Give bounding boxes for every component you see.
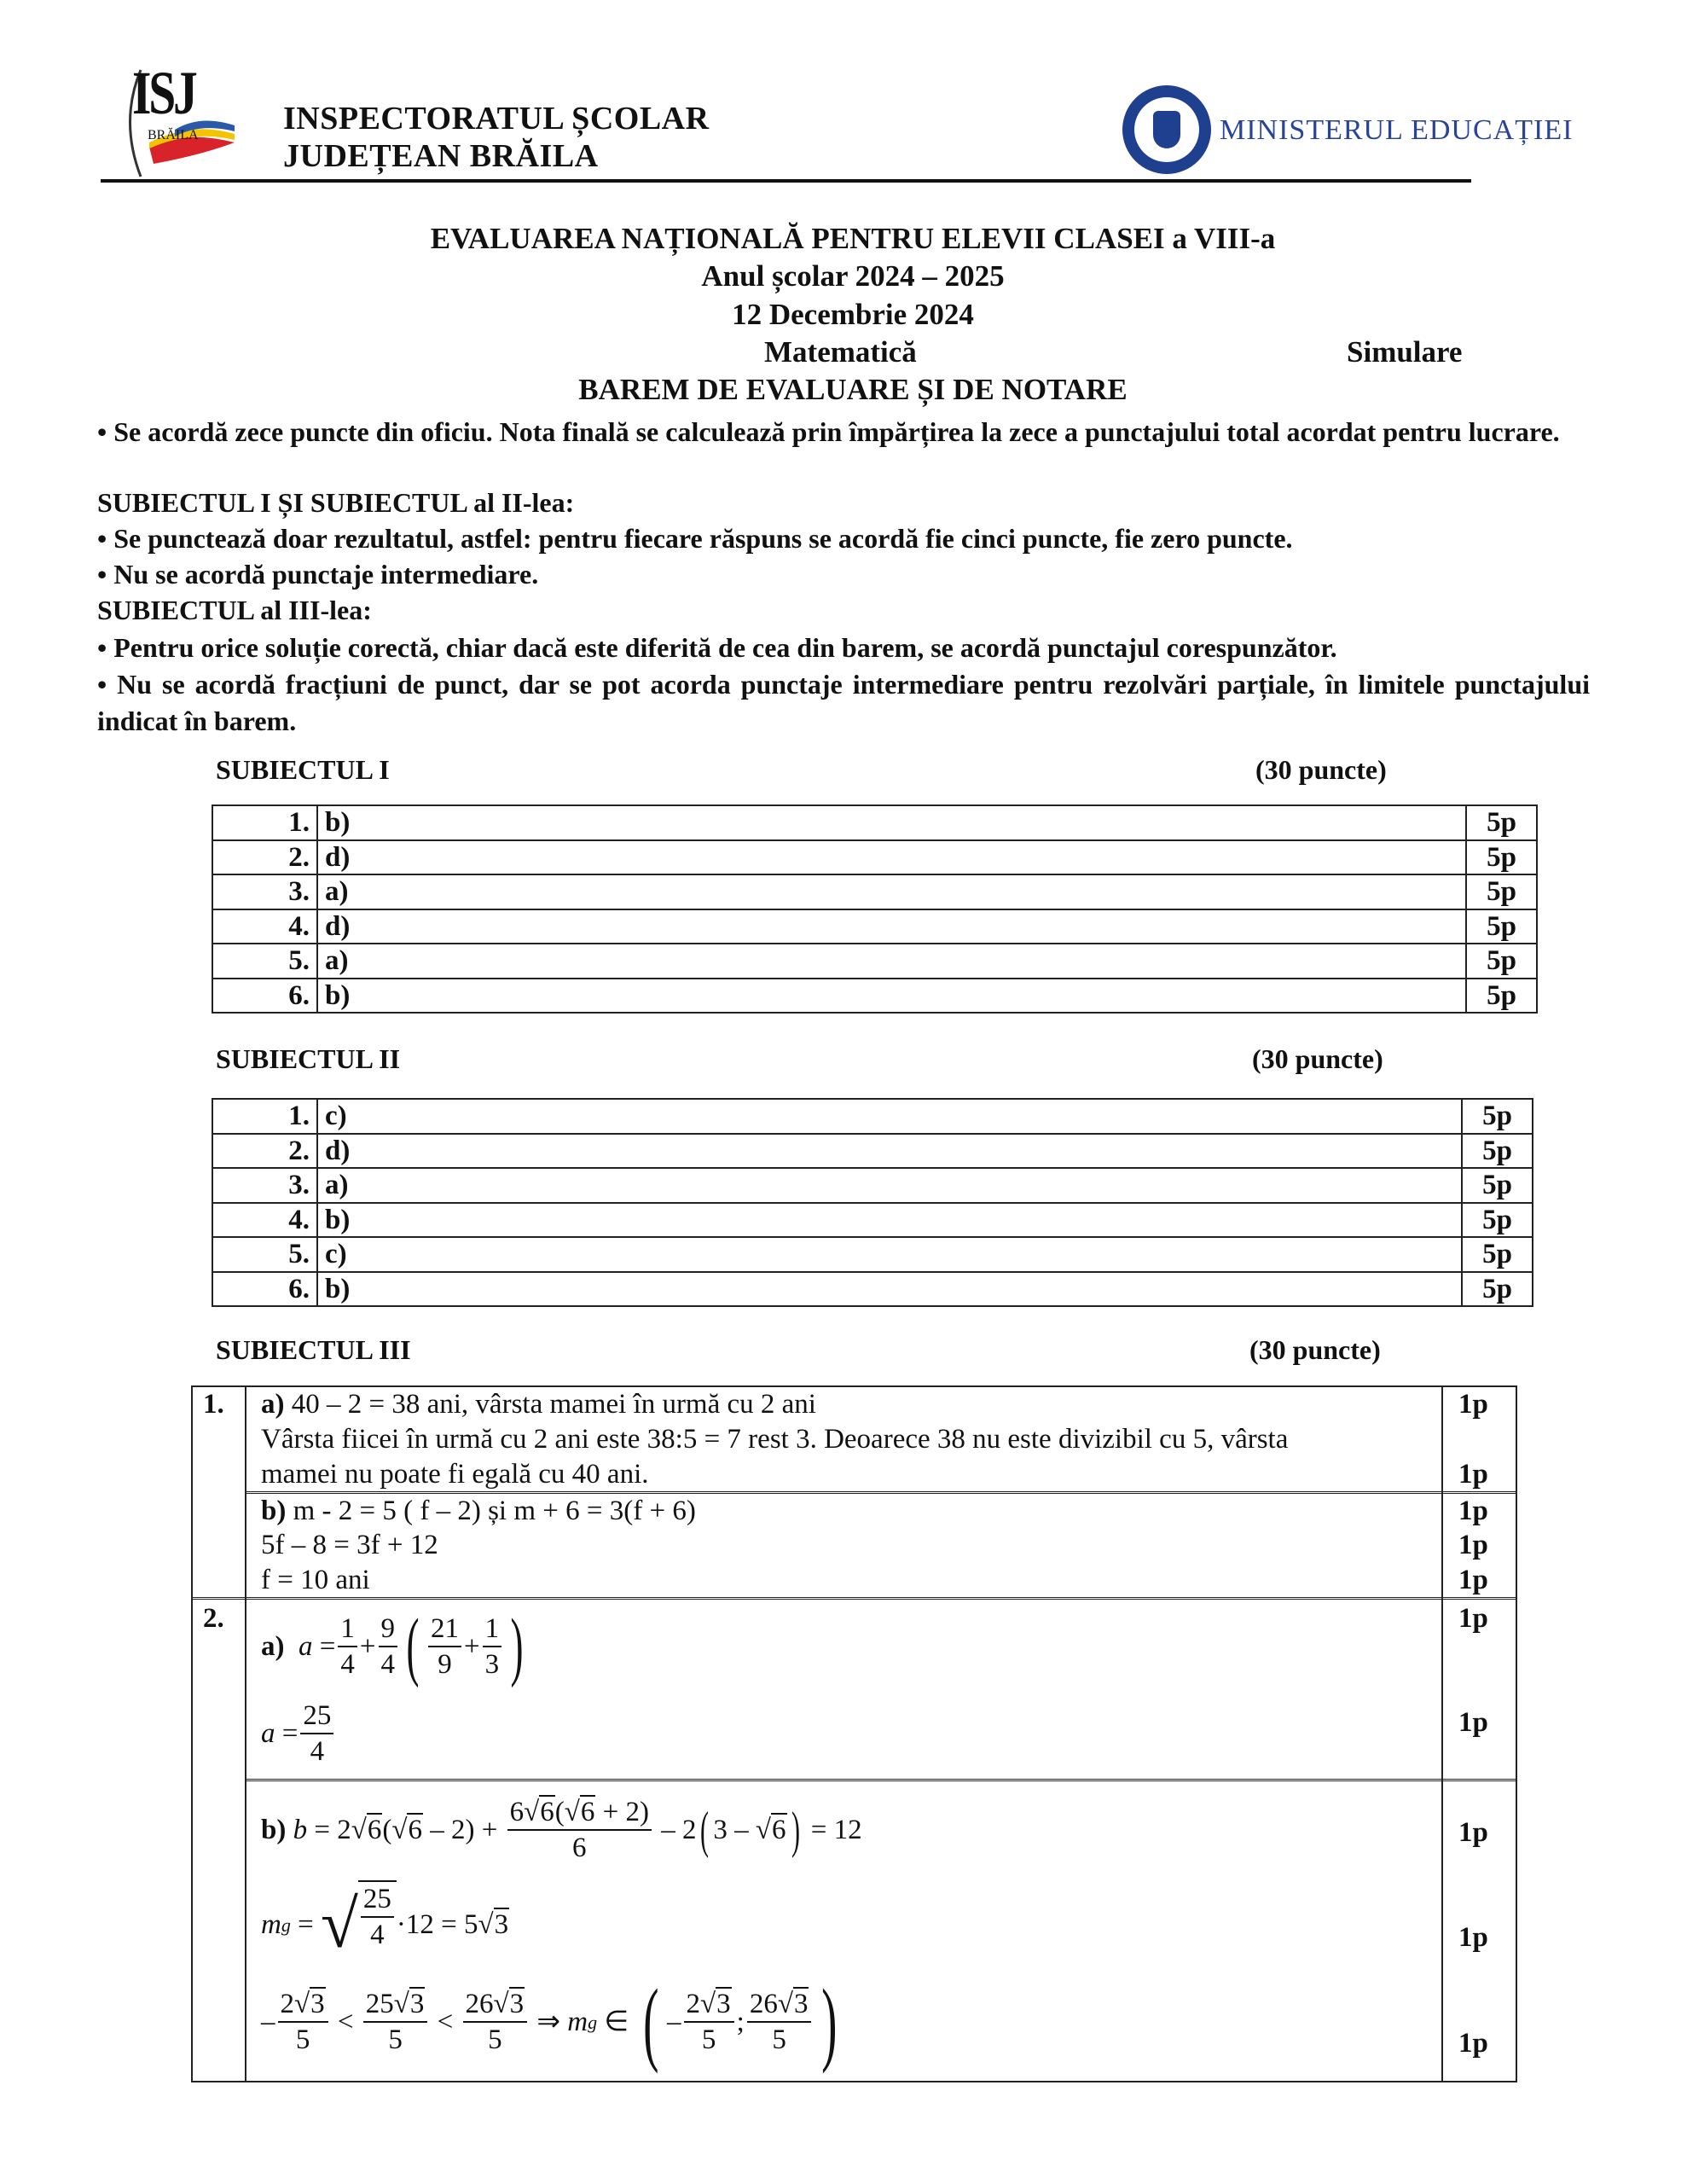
table-row (212, 1134, 1533, 1169)
instruction-heading-2: SUBIECTUL al III-lea: (97, 595, 372, 625)
points: 5p (1466, 979, 1537, 1014)
sqrt: √3 (478, 1909, 509, 1940)
government-seal (1122, 85, 1211, 174)
radicand: 6 (580, 1797, 595, 1827)
operator: + (359, 1631, 376, 1662)
paren-left: ( (406, 1604, 420, 1688)
table-row (212, 909, 1537, 944)
exam-type: Simulare (1347, 335, 1463, 369)
item-number: 3. (212, 874, 317, 909)
item-number: 6. (212, 979, 317, 1014)
answer: d) (317, 840, 1466, 875)
denominator: 5 (388, 2024, 403, 2055)
fraction (363, 1987, 428, 2057)
points: 1p (1458, 1603, 1488, 1634)
problem-2a-formula (261, 1604, 530, 1689)
points: 1p (1458, 1707, 1488, 1738)
sqrt-content (358, 1880, 397, 1952)
fraction (300, 1699, 333, 1769)
operator: ⇒ (530, 2007, 568, 2037)
sqrt: √6 (351, 1815, 382, 1845)
table-row (212, 979, 1537, 1014)
denominator: 4 (340, 1649, 355, 1680)
expr: – 2 (653, 1815, 697, 1845)
item-number: 3. (212, 1168, 317, 1203)
table-row (212, 840, 1537, 875)
points: 5p (1462, 1203, 1533, 1238)
item-number: 1. (212, 1099, 317, 1134)
problem-1-number: 1. (203, 1389, 224, 1420)
expr: + 2) (595, 1797, 649, 1827)
points: 1p (1458, 1565, 1488, 1595)
problem-1a-line3: mamei nu poate fi egală cu 40 ani. (261, 1459, 649, 1490)
numerator: 25√3 (363, 1987, 428, 2023)
numerator: 25 (300, 1699, 333, 1734)
problem-1b-line1 (261, 1494, 696, 1528)
numerator: 9 (379, 1612, 398, 1647)
fraction (361, 1882, 394, 1952)
points: 5p (1462, 1237, 1533, 1272)
answer: b) (317, 1272, 1462, 1307)
table-row (212, 944, 1537, 979)
fraction (338, 1612, 357, 1682)
operator: – (261, 2007, 275, 2037)
radicand: 6 (408, 1815, 422, 1845)
denominator: 4 (310, 1736, 325, 1767)
variable: m (567, 2007, 588, 2037)
answer: b) (317, 805, 1466, 840)
answer: a) (317, 874, 1466, 909)
fraction (747, 1987, 812, 2057)
numerator: 1 (338, 1612, 357, 1647)
table-row (212, 1237, 1533, 1272)
expr: ( (382, 1815, 392, 1845)
points: 1p (1458, 2028, 1488, 2059)
section-1-points: (30 puncte) (1255, 754, 1387, 785)
points: 1p (1458, 1817, 1488, 1848)
expr: ( (554, 1797, 565, 1827)
fraction (428, 1612, 461, 1682)
sqrt: √6 (391, 1815, 422, 1845)
problem-1b-line3: f = 10 ani (261, 1565, 370, 1595)
inequality-formula (261, 1970, 845, 2074)
problem-1a-line2: Vârsta fiicei în urmă cu 2 ani este 38:5 = 7 rest 3. Deoarece 38 nu este divizibil cu 5, vârsta (261, 1424, 1289, 1455)
institution-name-line1: INSPECTORATUL ȘCOLAR (283, 101, 710, 136)
section-2-title: SUBIECTUL II (216, 1043, 401, 1074)
eagle-icon (1153, 111, 1180, 148)
operator: ; (736, 2007, 745, 2037)
table-row (212, 805, 1537, 840)
radicand: 3 (716, 1989, 731, 2019)
problem-1b-line2: 5f – 8 = 3f + 12 (261, 1530, 438, 1560)
fraction (507, 1795, 652, 1865)
answer: a) (317, 1168, 1462, 1203)
denominator: 5 (701, 2024, 716, 2055)
radicand: 3 (793, 1989, 809, 2019)
radicand: 3 (494, 1909, 509, 1940)
ministry-name: MINISTERUL EDUCAȚIEI (1220, 114, 1574, 146)
part-label: b) (261, 1815, 287, 1845)
points: 5p (1462, 1168, 1533, 1203)
points: 5p (1466, 944, 1537, 979)
problem-2b-formula (261, 1787, 862, 1873)
expr: 2 (686, 1989, 701, 2019)
part-label: a) (261, 1389, 285, 1420)
operator: = (290, 1909, 321, 1940)
expr: = 2 (314, 1815, 351, 1845)
operator: = (281, 1718, 299, 1749)
points: 5p (1462, 1272, 1533, 1307)
fraction (379, 1612, 398, 1682)
sqrt-sign-icon: √ (320, 1887, 358, 1962)
paren-left: ( (700, 1802, 710, 1858)
expr: = 12 (803, 1815, 862, 1845)
points: 1p (1458, 1530, 1488, 1560)
instruction-4: • Pentru orice soluție corectă, chiar dacă este diferită de cea din barem, se acordă punctajul corespunzător. (97, 632, 1337, 663)
table-row (212, 1099, 1533, 1134)
denominator: 5 (772, 2024, 786, 2055)
expr: 26 (749, 1989, 778, 2019)
operator: < (330, 2007, 361, 2037)
sqrt: √6 (755, 1815, 786, 1845)
denominator: 4 (380, 1649, 395, 1680)
school-year: Anul școlar 2024 – 2025 (701, 259, 1005, 293)
radicand: 6 (772, 1815, 786, 1845)
item-number: 2. (212, 1134, 317, 1169)
isj-logo-sub: BRĂILA (148, 128, 199, 142)
problem-2a-result (261, 1691, 336, 1776)
instruction-3: • Nu se acordă punctaje intermediare. (97, 559, 539, 590)
problem-2-number: 2. (203, 1603, 224, 1634)
expr: 6 (509, 1797, 525, 1827)
operator: + (463, 1631, 480, 1662)
radicand: 3 (310, 1989, 325, 2019)
operator: < (430, 2007, 461, 2037)
radicand: 3 (409, 1989, 425, 2019)
radicand: 6 (367, 1815, 382, 1845)
header-divider (101, 179, 1471, 183)
points: 5p (1466, 909, 1537, 944)
instruction-1: • Se acordă zece puncte din oficiu. Nota finală se calculează prin împărțirea la zece a punctajului total acordat pentru lucrare. (97, 416, 1560, 447)
item-number: 4. (212, 1203, 317, 1238)
part-label: b) (261, 1496, 287, 1526)
table-row (212, 874, 1537, 909)
isj-logo (115, 61, 243, 185)
variable: a (299, 1631, 313, 1662)
numerator (507, 1795, 652, 1831)
paren-right: ) (821, 1970, 838, 2074)
points: 1p (1458, 1459, 1488, 1490)
item-number: 1. (212, 805, 317, 840)
variable: b (293, 1815, 308, 1845)
paren-left: ( (643, 1970, 659, 2074)
geometric-mean-formula (261, 1882, 509, 1967)
answer: c) (317, 1237, 1462, 1272)
answer: a) (317, 944, 1466, 979)
expr: ·12 = 5 (396, 1909, 478, 1940)
item-number: 5. (212, 1237, 317, 1272)
denominator: 6 (572, 1833, 587, 1863)
paren-right: ) (510, 1604, 524, 1688)
answer: b) (317, 979, 1466, 1014)
denominator: 5 (488, 2024, 502, 2055)
denominator: 5 (295, 2024, 310, 2055)
institution-name-line2: JUDEȚEAN BRĂILA (283, 138, 599, 174)
operator: – (667, 2007, 681, 2037)
answer: d) (317, 909, 1466, 944)
paren-right: ) (791, 1802, 800, 1858)
numerator: 26√3 (463, 1987, 528, 2023)
row-divider (245, 1779, 1516, 1781)
variable: a (261, 1718, 275, 1749)
section-3-title: SUBIECTUL III (216, 1334, 411, 1365)
expr: – 2) + (422, 1815, 505, 1845)
exam-date: 12 Decembrie 2024 (732, 298, 974, 331)
solution-text: 40 – 2 = 38 ani, vârsta mamei în urmă cu 2 ani (284, 1389, 816, 1420)
barem-title: BAREM DE EVALUARE ȘI DE NOTARE (578, 373, 1128, 406)
operator: ∈ (597, 2007, 636, 2037)
expr: 2 (280, 1989, 294, 2019)
part-label: a) (261, 1631, 285, 1662)
numerator: 26√3 (747, 1987, 812, 2023)
fraction (684, 1987, 734, 2057)
table-row (212, 1203, 1533, 1238)
section-2-table (212, 1098, 1533, 1307)
numerator: 2√3 (684, 1987, 734, 2023)
instruction-heading-1: SUBIECTUL I ȘI SUBIECTUL al II-lea: (97, 487, 575, 518)
points: 1p (1458, 1496, 1488, 1526)
section-1-title: SUBIECTUL I (216, 754, 390, 785)
fraction (463, 1987, 528, 2057)
numerator: 1 (483, 1612, 502, 1647)
sqrt: √6 (564, 1797, 595, 1827)
table-row (212, 1272, 1533, 1307)
row-divider (193, 1597, 1516, 1600)
fraction (278, 1987, 328, 2057)
exam-title: EVALUAREA NAȚIONALĂ PENTRU ELEVII CLASEI a VIII-a (430, 222, 1276, 255)
numerator: 2√3 (278, 1987, 328, 2023)
problem-1a-line1 (261, 1387, 816, 1421)
answer: b) (317, 1203, 1462, 1238)
section-3-points: (30 puncte) (1249, 1334, 1381, 1365)
item-number: 2. (212, 840, 317, 875)
points: 1p (1458, 1922, 1488, 1953)
radicand: 6 (540, 1797, 554, 1827)
item-number: 5. (212, 944, 317, 979)
subscript: g (588, 2012, 598, 2033)
isj-logo-text: ISJ (132, 59, 195, 127)
points: 5p (1466, 874, 1537, 909)
expr: 26 (465, 1989, 494, 2019)
denominator: 4 (370, 1920, 385, 1950)
points: 1p (1458, 1389, 1488, 1420)
item-number: 6. (212, 1272, 317, 1307)
denominator: 3 (484, 1649, 500, 1680)
table-row (212, 1168, 1533, 1203)
instruction-2: • Se punctează doar rezultatul, astfel: pentru fiecare răspuns se acordă fie cinci puncte, fie zero puncte. (97, 523, 1293, 554)
fraction (483, 1612, 502, 1682)
solution-text: m - 2 = 5 ( f – 2) și m + 6 = 3(f + 6) (286, 1496, 696, 1526)
denominator: 9 (438, 1649, 452, 1680)
expr: 3 – (713, 1815, 756, 1845)
section-2-points: (30 puncte) (1252, 1043, 1383, 1074)
answer: d) (317, 1134, 1462, 1169)
subject: Matematică (764, 335, 917, 369)
numerator: 21 (428, 1612, 461, 1647)
points: 5p (1466, 840, 1537, 875)
points: 5p (1462, 1099, 1533, 1134)
instruction-5: • Nu se acordă fracțiuni de punct, dar se pot acorda punctaje intermediare pentru rezolvări parțiale, în limitele punctajului indicat în barem. (97, 669, 1590, 736)
sqrt: √6 (524, 1797, 554, 1827)
section-1-table (212, 804, 1538, 1014)
expr: 25 (365, 1989, 394, 2019)
points: 5p (1462, 1134, 1533, 1169)
item-number: 4. (212, 909, 317, 944)
variable: m (261, 1909, 281, 1940)
points: 5p (1466, 805, 1537, 840)
radicand: 3 (509, 1989, 525, 2019)
answer: c) (317, 1099, 1462, 1134)
numerator: 25 (361, 1882, 394, 1918)
operator: = (319, 1631, 336, 1662)
subscript: g (281, 1914, 291, 1936)
